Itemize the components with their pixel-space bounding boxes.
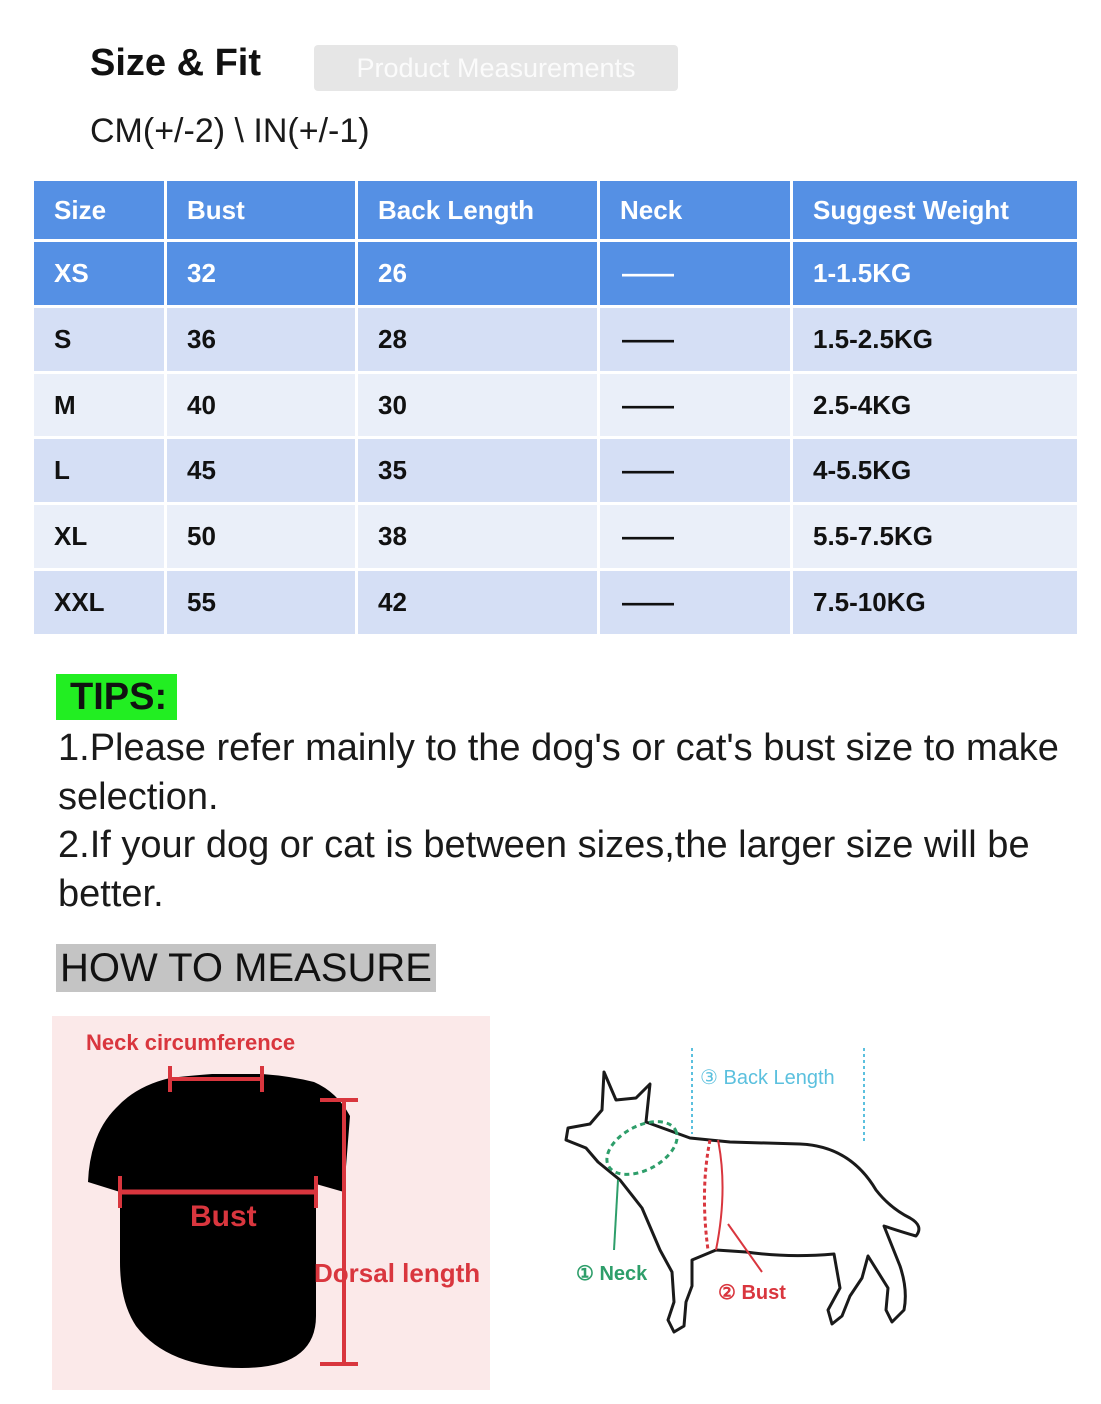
bust-label: Bust (190, 1200, 257, 1233)
cell-weight: 4-5.5KG (793, 439, 1077, 502)
column-header-size: Size (34, 181, 164, 239)
cell-bust: 55 (167, 571, 355, 634)
cell-back-length: 38 (358, 505, 597, 568)
cell-size: L (34, 439, 164, 502)
cell-size: S (34, 308, 164, 371)
tips-list (58, 724, 1068, 918)
cell-bust: 32 (167, 242, 355, 305)
tips-label: TIPS: (56, 674, 177, 720)
column-header-suggest-weight: Suggest Weight (793, 181, 1077, 239)
neck-pointer-line (614, 1180, 618, 1250)
cell-neck: —— (600, 374, 790, 437)
cell-bust: 36 (167, 308, 355, 371)
units-note: CM(+/-2) \ IN(+/-1) (90, 112, 370, 150)
cell-back-length: 28 (358, 308, 597, 371)
cell-size: M (34, 374, 164, 437)
neck-circumference-label: Neck circumference (86, 1030, 296, 1055)
cell-neck: —— (600, 308, 790, 371)
cell-size: XL (34, 505, 164, 568)
size-table (31, 178, 1080, 637)
tip-item: 1.Please refer mainly to the dog's or cat's bust size to make selection. (58, 727, 1059, 818)
cell-bust: 50 (167, 505, 355, 568)
cell-neck: —— (600, 439, 790, 502)
dog-diagram (550, 1040, 940, 1340)
bust-measure-band-back (716, 1140, 723, 1250)
table-row (34, 505, 1077, 568)
column-header-bust: Bust (167, 181, 355, 239)
page-title: Size & Fit (90, 42, 262, 84)
back-length-label: ③ Back Length (700, 1067, 835, 1089)
cell-size: XS (34, 242, 164, 305)
cell-bust: 40 (167, 374, 355, 437)
table-row (34, 308, 1077, 371)
cell-size: XXL (34, 571, 164, 634)
how-to-measure-heading: HOW TO MEASURE (56, 944, 436, 992)
tip-item: 2.If your dog or cat is between sizes,the larger size will be better. (58, 824, 1030, 915)
product-measurements-tab[interactable]: Product Measurements (314, 45, 678, 91)
bust-pointer-line (728, 1224, 762, 1272)
cell-weight: 7.5-10KG (793, 571, 1077, 634)
table-row (34, 242, 1077, 305)
table-row (34, 571, 1077, 634)
cell-weight: 5.5-7.5KG (793, 505, 1077, 568)
dorsal-length-label: Dorsal length (314, 1258, 481, 1288)
neck-label: ① Neck (576, 1263, 648, 1285)
column-header-neck: Neck (600, 181, 790, 239)
cell-bust: 45 (167, 439, 355, 502)
cell-neck: —— (600, 242, 790, 305)
cell-neck: —— (600, 505, 790, 568)
table-header-row (34, 181, 1077, 239)
cell-back-length: 30 (358, 374, 597, 437)
bust-measure-band (704, 1140, 710, 1250)
shirt-diagram (52, 1016, 490, 1390)
table-row (34, 374, 1077, 437)
bust-dog-label: ② Bust (718, 1282, 786, 1304)
cell-weight: 1.5-2.5KG (793, 308, 1077, 371)
cell-weight: 2.5-4KG (793, 374, 1077, 437)
cell-back-length: 26 (358, 242, 597, 305)
cell-weight: 1-1.5KG (793, 242, 1077, 305)
cell-neck: —— (600, 571, 790, 634)
cell-back-length: 42 (358, 571, 597, 634)
cell-back-length: 35 (358, 439, 597, 502)
column-header-back-length: Back Length (358, 181, 597, 239)
table-row (34, 439, 1077, 502)
